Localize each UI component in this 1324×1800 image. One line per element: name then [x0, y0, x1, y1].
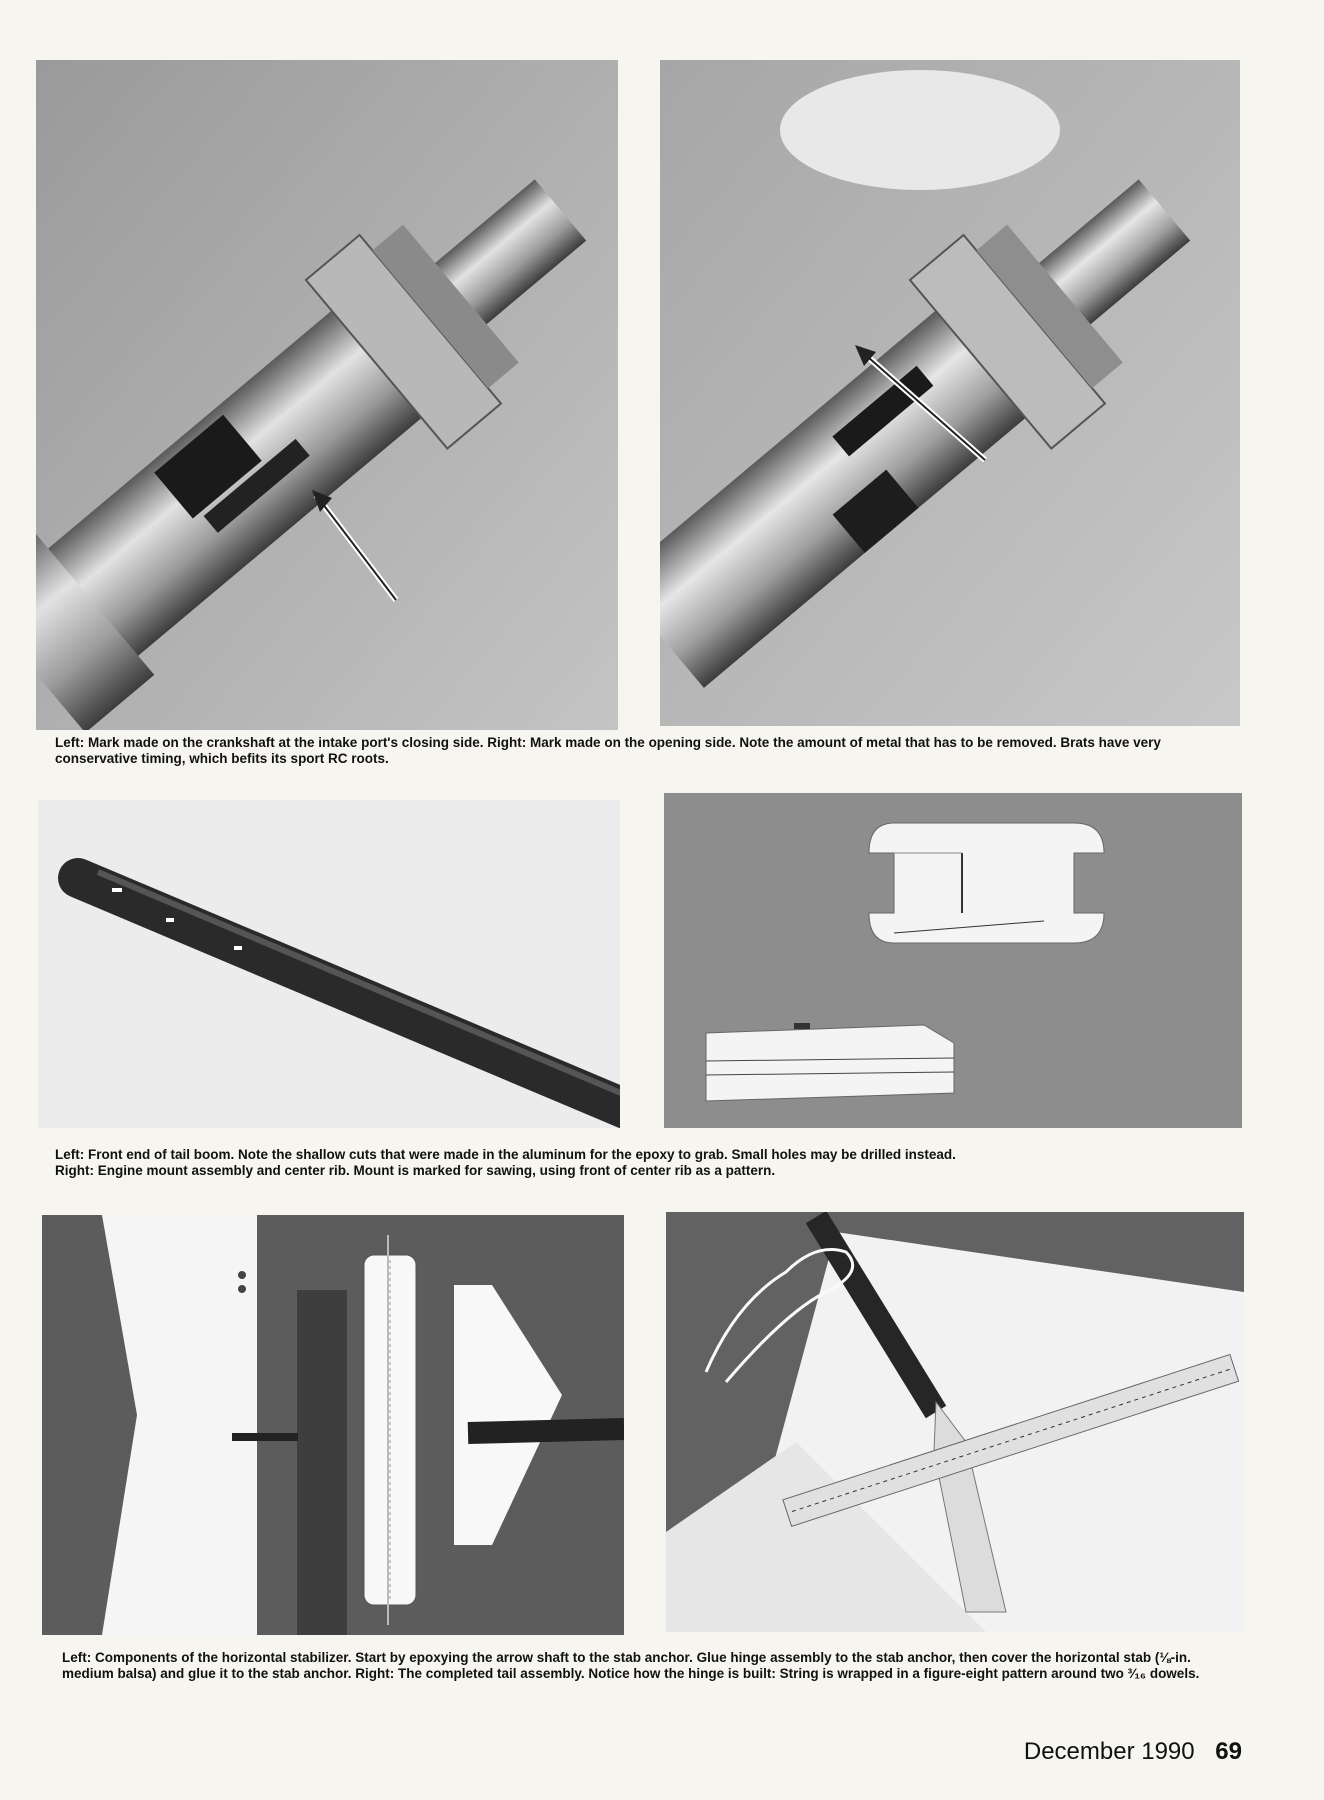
caption-tail-boom-line1: Left: Front end of tail boom. Note the shallow cuts that were made in the aluminum for the epoxy to grab. Small holes may be drilled instead. — [55, 1147, 956, 1162]
page-number: 69 — [1215, 1738, 1242, 1765]
photo-crankshaft-opening-side — [660, 60, 1240, 726]
caption-crankshaft: Left: Mark made on the crankshaft at the intake port's closing side. Right: Mark made on the opening side. Note the amount of metal that has to be removed. Brats have very conservative timing, which befits its sport RC roots. — [55, 735, 1161, 766]
caption-horizontal-stabilizer: Left: Components of the horizontal stabilizer. Start by epoxying the arrow shaft to the stab anchor. Glue hinge assembly to the stab anchor, then cover the horizontal stab (⅛-in. medium balsa) and glue it to the stab anchor. Right: The completed tail assembly. Notice how the hinge is built: String is wrapped in a figure-eight pattern around two ³⁄₁₆ dowels. — [62, 1650, 1200, 1681]
caption-engine-mount-line2: Right: Engine mount assembly and center rib. Mount is marked for sawing, using front of center rib as a pattern. — [55, 1163, 776, 1178]
photo-tail-boom — [38, 800, 620, 1128]
photo-stabilizer-components — [42, 1215, 624, 1635]
issue-date: December 1990 — [1023, 1738, 1195, 1765]
photo-crankshaft-closing-side — [36, 60, 618, 730]
photo-completed-tail-assembly — [666, 1212, 1244, 1632]
page-footer — [1024, 1738, 1242, 1766]
photo-engine-mount-and-rib — [664, 793, 1242, 1128]
